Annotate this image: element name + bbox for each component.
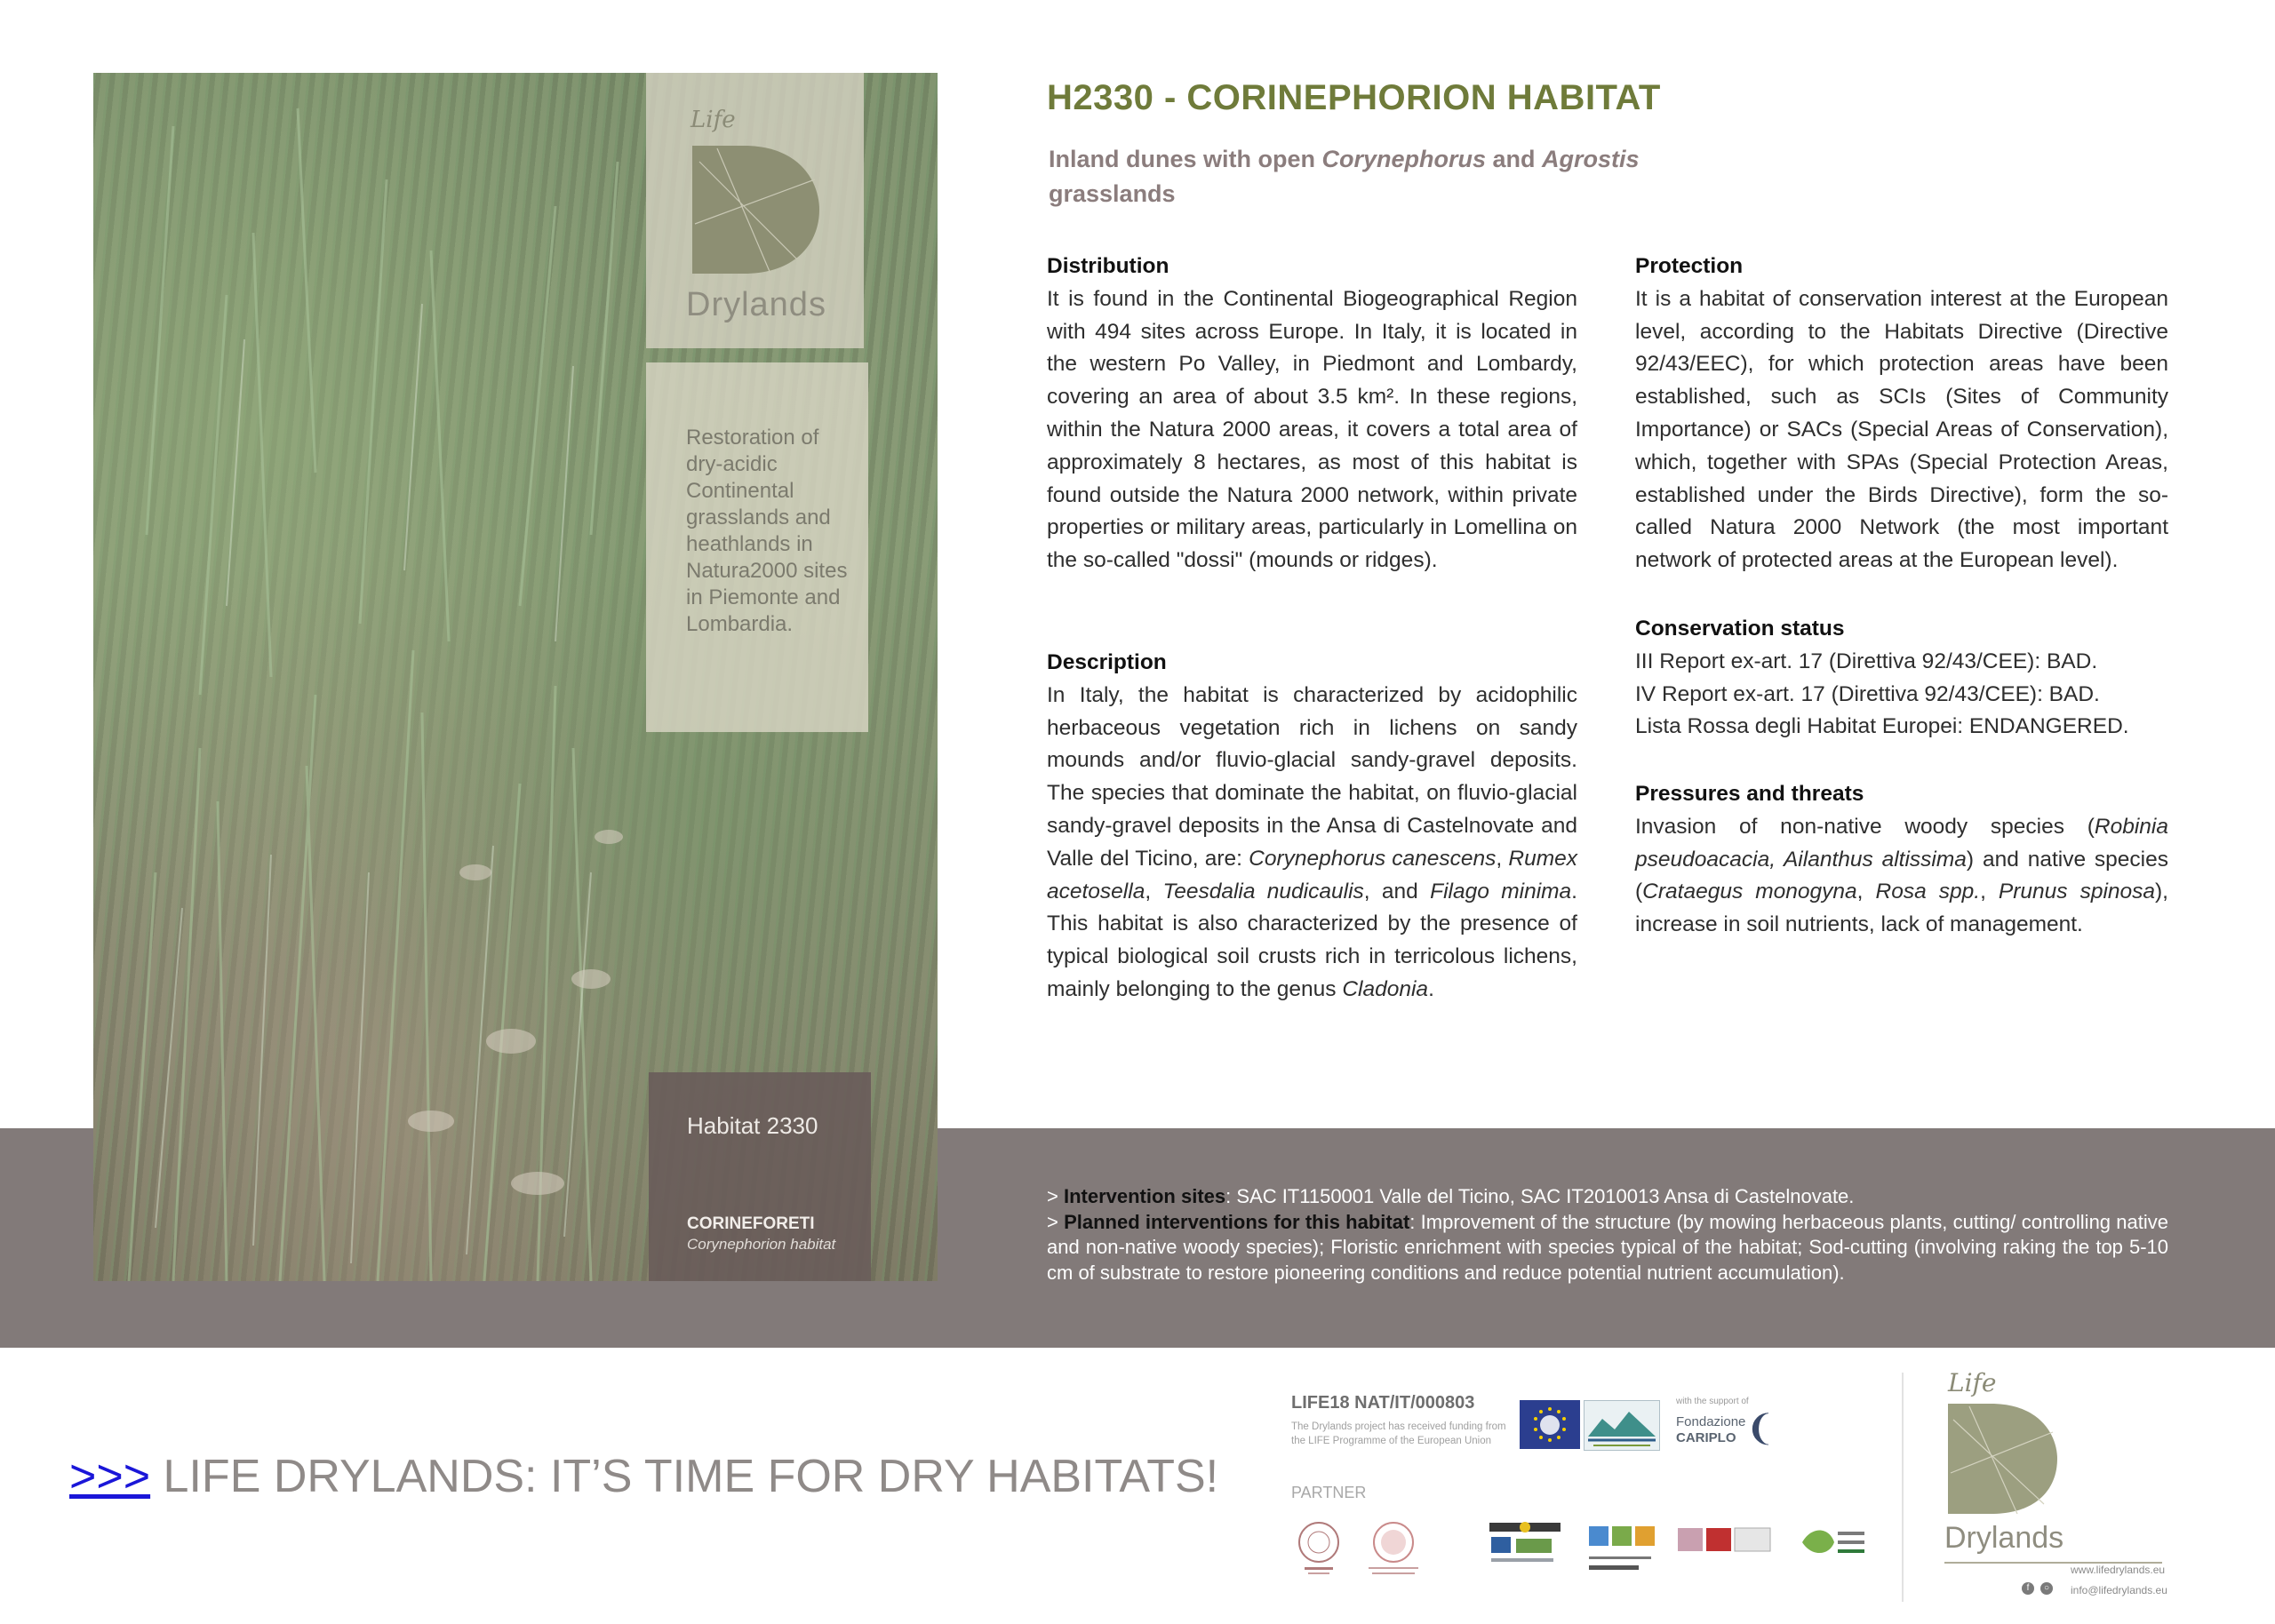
website-link[interactable]: www.lifedrylands.eu xyxy=(2071,1564,2166,1576)
slogan-link[interactable]: >>> xyxy=(69,1451,151,1502)
university-pavia-logo xyxy=(1294,1521,1344,1583)
cariplo-logo-text: Fondazione CARIPLO xyxy=(1676,1414,1746,1445)
facebook-icon[interactable]: f xyxy=(2022,1582,2034,1595)
planned-interventions: > Planned interventions for this habitat: Improvement of the structure (by mowing herbaceous plants, cutting/ controlling native and non-native woody species); Floristic enrichment with species typical of the habitat; Sod-cutting (involving raking the top 5-10 cm of substrate to restore pioneering conditions and reduce potential nutrient accumulation). xyxy=(1047,1210,2168,1284)
intervention-sites: > Intervention sites: SAC IT1150001 Valle del Ticino, SAC IT2010013 Ansa di Castelnovate. xyxy=(1047,1185,1855,1207)
description-heading: Description xyxy=(1047,650,1167,674)
logo-word-text: Drylands xyxy=(686,286,826,323)
habitat-label-box xyxy=(649,1072,871,1281)
distribution-heading: Distribution xyxy=(1047,254,1169,278)
project-description-text: Restoration of dry-acidic Continental grasslands and heathlands in Natura2000 sites in Piemonte and Lombardia. xyxy=(686,426,848,636)
instagram-icon[interactable]: ○ xyxy=(2040,1582,2053,1595)
footer-drylands-d-icon xyxy=(1946,1402,2057,1516)
footer-logo-word-text: Drylands xyxy=(1944,1521,2064,1555)
parco-ticino-logo xyxy=(1489,1521,1561,1574)
drylands-d-icon xyxy=(690,144,819,275)
interventions-text xyxy=(1047,1184,2168,1286)
eu-life-logo xyxy=(1520,1400,1580,1449)
distribution-section xyxy=(1047,251,1577,577)
footer-logo-life-text: Life xyxy=(1948,1368,1997,1397)
protection-section xyxy=(1635,251,2168,577)
conservation-line: III Report ex-art. 17 (Direttiva 92/43/CEE): BAD. xyxy=(1635,649,2098,673)
page-title: H2330 - CORINEPHORION HABITAT xyxy=(1047,78,1661,117)
conservation-line: Lista Rossa degli Habitat Europei: ENDANGERED. xyxy=(1635,714,2129,739)
conservation-line: IV Report ex-art. 17 (Direttiva 92/43/CEE): BAD. xyxy=(1635,681,2100,706)
lago-maggiore-logo xyxy=(1678,1521,1777,1565)
university-bologna-logo xyxy=(1361,1521,1425,1583)
drylands-logo-box xyxy=(646,73,864,348)
distribution-text: It is found in the Continental Biogeographical Region with 494 sites across Europe. In Italy, it is located in the western Po Valley, in Piedmont and Lombardy, covering an area of about 3.5 km². In these regions, within the Natura 2000 areas, it covers a total area of approximately 8 hectares, as most of this habitat is found outside the Natura 2000 network, within private properties or military areas, particularly in Lomellina on the so-called "dossi" (mounds or ridges). xyxy=(1047,286,1577,573)
conservation-heading: Conservation status xyxy=(1635,617,1845,641)
footer-slogan: >>> LIFE DRYLANDS: IT’S TIME FOR DRY HABITATS! xyxy=(69,1451,1219,1502)
pressures-heading: Pressures and threats xyxy=(1635,782,1864,806)
habitat-code: CORINEFORETI xyxy=(687,1214,815,1233)
partner-label: PARTNER xyxy=(1291,1484,1367,1501)
funding-note: The Drylands project has received funding from the LIFE Programme of the European Union xyxy=(1291,1421,1506,1446)
description-text: In Italy, the habitat is characterized by acidophilic herbaceous vegetation rich in lichens on sandy mounds and/or fluvio-glacial sandy-gravel deposits. The species that dominate the habitat, on fluvio-glacial sandy-gravel deposits in the Ansa di Castelnovate and Valle del Ticino, are: Corynephorus canescens, Rumex acetosella, Teesdalia nudicaulis, and Filago minima. This habitat is also characterized by the presence of typical biological soil crusts rich in terricolous lichens, mainly belonging to the genus Cladonia. xyxy=(1047,682,1578,1001)
cariplo-mark-icon: ❨ xyxy=(1745,1409,1776,1448)
email-link[interactable]: info@lifedrylands.eu xyxy=(2071,1584,2167,1596)
protection-heading: Protection xyxy=(1635,254,1744,278)
logo-life-text: Life xyxy=(690,107,736,133)
po-piemontese-logo xyxy=(1589,1521,1656,1583)
description-section xyxy=(1047,647,1577,1007)
pressures-text: Invasion of non-native woody species (Robinia pseudoacacia, Ailanthus altissima) and native species (Crataegus monogyna, Rosa spp., Prunus spinosa), increase in soil nutrients, lack of management. xyxy=(1635,814,2169,937)
protection-text: It is a habitat of conservation interest at the European level, according to the Habitats Directive (Directive 92/43/EEC), for which protection areas have been established, such as SCIs (Sites of Community Importance) or SACs (Special Areas of Conservation), which, together with SPAs (Special Protection Areas, established under the Birds Directive), form the so-called Natura 2000 Network (the most important network of protected areas at the European level). xyxy=(1635,286,2168,573)
rete-orti-botanici-logo xyxy=(1799,1521,1866,1565)
natura-2000-logo xyxy=(1584,1400,1660,1451)
footer-divider xyxy=(1902,1373,1904,1602)
page-subtitle: Inland dunes with open Corynephorus and Agrostis grasslands xyxy=(1049,146,1640,207)
project-code: LIFE18 NAT/IT/000803 xyxy=(1291,1393,1475,1413)
project-description-box xyxy=(646,362,868,732)
habitat-photo-panel xyxy=(93,73,938,1281)
habitat-name: Corynephorion habitat xyxy=(687,1236,836,1253)
pressures-section xyxy=(1635,778,2168,942)
support-label: with the support of xyxy=(1676,1397,1749,1406)
conservation-section xyxy=(1635,613,2168,744)
habitat-label: Habitat 2330 xyxy=(687,1112,818,1139)
